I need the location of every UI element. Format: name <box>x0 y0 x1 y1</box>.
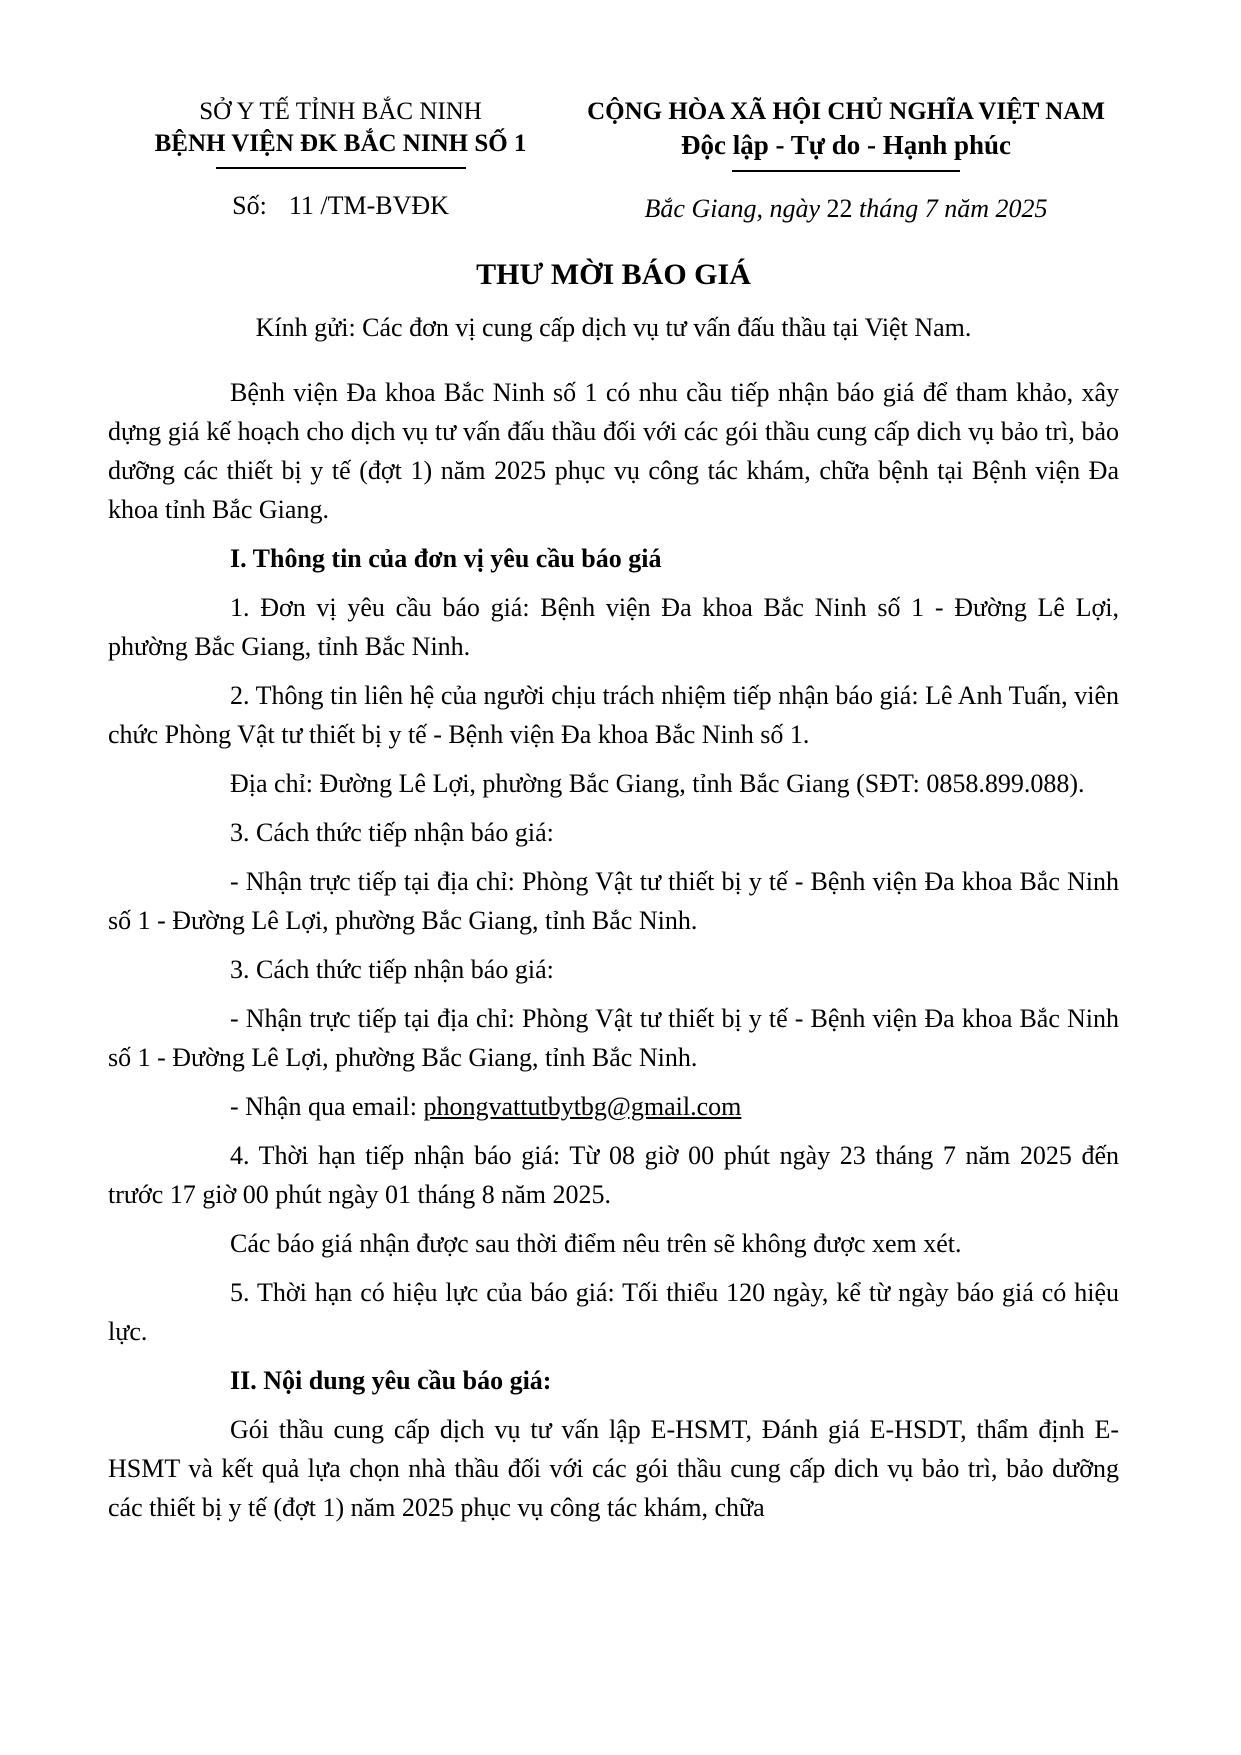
document-title: THƯ MỜI BÁO GIÁ <box>476 257 751 291</box>
item-5-validity: 5. Thời hạn có hiệu lực của báo giá: Tối thiểu 120 ngày, kể từ ngày báo giá có hiệu lực. <box>108 1277 1119 1346</box>
item-3-direct-receipt-repeat: - Nhận trực tiếp tại địa chỉ: Phòng Vật tư thiết bị y tế - Bệnh viện Đa khoa Bắc Ninh số 1 - Đường Lê Lợi, phường Bắc Giang, tỉnh Bắc Ninh. <box>108 1003 1119 1072</box>
salutation-line: Kính gửi: Các đơn vị cung cấp dịch vụ tư vấn đấu thầu tại Việt Nam. <box>255 312 972 342</box>
item-3-email-receipt <box>108 1087 1119 1126</box>
date-day: 22 <box>826 193 853 223</box>
document-number-value: 11 /TM-BVĐK <box>288 191 449 220</box>
item-3-heading-repeat: 3. Cách thức tiếp nhận báo giá: <box>230 954 554 984</box>
hospital-name: BỆNH VIỆN ĐK BẮC NINH SỐ 1 <box>154 130 527 157</box>
date-suffix: tháng 7 năm 2025 <box>852 193 1048 223</box>
item-1-requesting-unit: 1. Đơn vị yêu cầu báo giá: Bệnh viện Đa khoa Bắc Ninh số 1 - Đường Lê Lợi, phường Bắc Giang, tỉnh Bắc Ninh. <box>108 592 1119 661</box>
item-2-contact-person: 2. Thông tin liên hệ của người chịu trách nhiệm tiếp nhận báo giá: Lê Anh Tuấn, viên chức Phòng Vật tư thiết bị y tế - Bệnh viện Đa khoa Bắc Ninh số 1. <box>108 680 1119 749</box>
section-2-heading: II. Nội dung yêu cầu báo giá: <box>230 1365 552 1395</box>
document-header <box>108 96 1119 224</box>
item-3-direct-receipt-first: - Nhận trực tiếp tại địa chỉ: Phòng Vật tư thiết bị y tế - Bệnh viện Đa khoa Bắc Ninh số 1 - Đường Lê Lợi, phường Bắc Giang, tỉnh Bắc Ninh. <box>108 866 1119 935</box>
header-right-underline <box>732 170 960 172</box>
national-title: CỘNG HÒA XÃ HỘI CHỦ NGHĨA VIỆT NAM <box>587 98 1105 125</box>
section-1-heading: I. Thông tin của đơn vị yêu cầu báo giá <box>230 543 662 573</box>
late-quotes-note: Các báo giá nhận được sau thời điểm nêu trên sẽ không được xem xét. <box>230 1228 962 1258</box>
national-motto: Độc lập - Tự do - Hạnh phúc <box>680 130 1012 160</box>
place-date-line <box>573 194 1119 224</box>
item-4-deadline: 4. Thời hạn tiếp nhận báo giá: Từ 08 giờ 00 phút ngày 23 tháng 7 năm 2025 đến trước 17 giờ 00 phút ngày 01 tháng 8 năm 2025. <box>108 1140 1119 1209</box>
document-number-line <box>108 191 573 221</box>
header-left-underline <box>216 167 466 169</box>
item-3-heading-first: 3. Cách thức tiếp nhận báo giá: <box>230 817 554 847</box>
email-prefix: - Nhận qua email: <box>230 1091 424 1121</box>
item-2-address: Địa chỉ: Đường Lê Lợi, phường Bắc Giang, tỉnh Bắc Giang (SĐT: 0858.899.088). <box>230 768 1085 798</box>
issuing-authority: SỞ Y TẾ TỈNH BẮC NINH <box>199 98 482 125</box>
paragraph-package: Gói thầu cung cấp dịch vụ tư vấn lập E-HSMT, Đánh giá E-HSDT, thẩm định E-HSMT và kết quả lựa chọn nhà thầu đối với các gói thầu cung cấp dich vụ bảo trì, bảo dưỡng các thiết bị y tế (đợt 1) năm 2025 phục vụ công tác khám, chữa <box>108 1414 1119 1522</box>
date-prefix: Bắc Giang, ngày <box>644 193 827 223</box>
paragraph-intro: Bệnh viện Đa khoa Bắc Ninh số 1 có nhu cầu tiếp nhận báo giá để tham khảo, xây dựng giá kế hoạch cho dịch vụ tư vấn đấu thầu đối với các gói thầu cung cấp dich vụ bảo trì, bảo dưỡng các thiết bị y tế (đợt 1) năm 2025 phục vụ công tác khám, chữa bệnh tại Bệnh viện Đa khoa tỉnh Bắc Giang. <box>108 377 1119 524</box>
email-link[interactable]: phongvattutbytbg@gmail.com <box>423 1091 742 1121</box>
header-right-block <box>573 96 1119 224</box>
document-number-label: Số: <box>232 191 267 220</box>
header-left-block <box>108 96 573 224</box>
